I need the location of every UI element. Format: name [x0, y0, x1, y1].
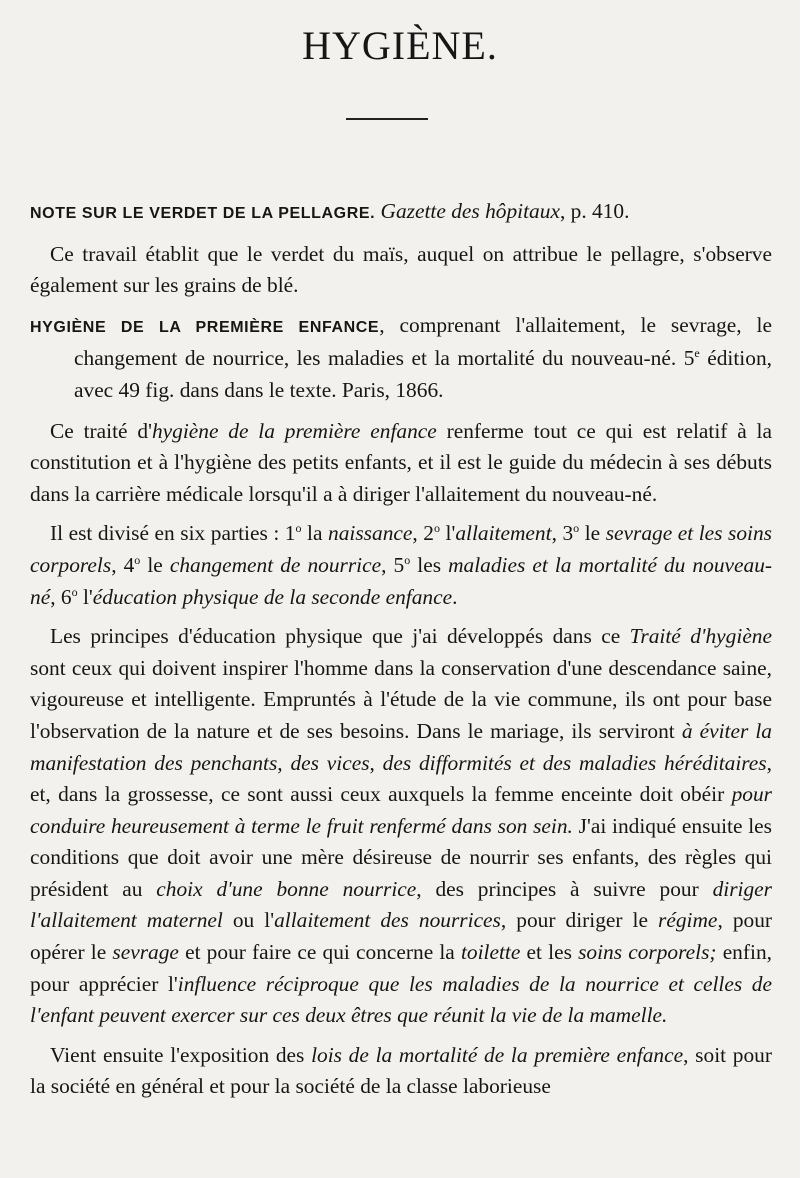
italic-run: sevrage et les soins corporels	[30, 521, 773, 577]
ordinal-superscript: o	[134, 552, 141, 567]
text-run: l'	[439, 521, 456, 546]
italic-run: soins corporels;	[578, 940, 717, 965]
italic-run: hygiène de la première enfance	[151, 418, 437, 443]
text-run: sont ceux qui doivent inspirer l'homme dans la conservation d'une descendance saine, vigoureuse et intelligente. Empruntés à l'étude de la vie commune, ils ont pour base l'observation de la nature et de ses besoins. Dans le mariage, ils serviront	[30, 655, 772, 743]
text-run: la	[301, 521, 329, 546]
italic-run: allaitement	[455, 521, 552, 546]
italic-run: influence réciproque que les maladies de la nourrice et celles de l'enfant peuvent exercer sur ces deux êtres que réunit la vie de la mamelle.	[30, 971, 772, 1028]
entry-source: Gazette des hôpitaux	[380, 199, 560, 223]
text-column	[30, 196, 772, 1111]
text-run: , soit pour la société en général et pour la société de la classe laborieuse	[30, 1042, 772, 1099]
text-run: , 5	[381, 552, 405, 577]
text-run: renferme tout ce qui est relatif à la constitution et à l'hygiène des petits enfants, et il est le guide du médecin à ses débuts dans la carrière médicale lorsqu'il a à diriger l'allaitement du nouveau-né.	[30, 418, 772, 506]
italic-run: sevrage	[112, 940, 179, 965]
text-run: Vient ensuite l'exposition des	[50, 1042, 312, 1067]
italic-run: éducation physique de la seconde enfance	[92, 584, 453, 609]
entry-hygiene-enfance	[30, 310, 772, 407]
italic-run: naissance	[328, 521, 413, 546]
page-title: HYGIÈNE.	[302, 23, 498, 68]
paragraph-2	[30, 518, 772, 613]
text-run: , 3	[551, 521, 574, 546]
text-run: le	[140, 552, 170, 577]
edition-superscript: e	[694, 346, 700, 361]
text-run: les	[410, 552, 449, 577]
text-run: et pour faire ce qui concerne la	[178, 940, 461, 965]
title-rule	[346, 118, 428, 120]
italic-run: diriger l'allaitement maternel	[30, 876, 772, 933]
text-run: ,	[277, 750, 291, 775]
italic-run: maladies et la mortalité du nouveau-né	[30, 552, 773, 609]
text-run: ,	[369, 750, 383, 775]
entry-heading: HYGIÈNE DE LA PREMIÈRE ENFANCE	[30, 318, 380, 336]
italic-run: lois de la mortalité de la première enfance	[311, 1042, 684, 1067]
text-run: enfin, pour apprécier l'	[30, 940, 772, 996]
paragraph-1	[30, 416, 772, 511]
text-run: , des principes à suivre pour	[416, 876, 713, 901]
text-run: et les	[520, 940, 579, 965]
text-run: , 4	[111, 552, 135, 577]
entry-page-ref: , p. 410.	[559, 199, 630, 223]
paragraph-4	[30, 1040, 772, 1103]
text-run: ou l'	[222, 908, 275, 933]
italic-run: Traité d'hygiène	[629, 624, 773, 649]
text-run: J'ai indiqué ensuite les conditions que doit avoir une mère désireuse de nourrir ses enfants, des règles qui président au	[30, 813, 772, 901]
ordinal-superscript: o	[71, 584, 78, 599]
paragraph-3	[30, 621, 772, 1032]
italic-run: à éviter la manifestation des penchants	[30, 718, 772, 775]
text-run: , et, dans la grossesse, ce sont aussi ceux auxquels la femme enceinte doit obéir	[30, 750, 772, 807]
entry-description-cont: édition, avec 49 fig. dans dans le texte. Paris, 1866.	[74, 346, 772, 402]
text-run: Il est divisé en six parties : 1	[50, 521, 296, 546]
entry-summary: Ce travail établit que le verdet du maïs, auquel on attribue le pellagre, s'observe également sur les grains de blé.	[30, 241, 772, 298]
italic-run: des vices	[290, 750, 370, 775]
italic-run: toilette	[460, 940, 521, 965]
italic-run: changement de nourrice	[169, 552, 382, 577]
ordinal-superscript: o	[404, 552, 411, 567]
text-run: , 2	[412, 521, 434, 546]
italic-run: choix d'une bonne nourrice	[156, 876, 417, 901]
ordinal-superscript: o	[433, 521, 440, 536]
text-run: , pour diriger le	[500, 908, 659, 933]
text-run: le	[579, 521, 606, 546]
text-run: Les principes d'éducation physique que j'ai développés dans ce	[50, 624, 630, 649]
text-run: , 6	[50, 584, 72, 609]
entry-heading: NOTE SUR LE VERDET DE LA PELLAGRE.	[30, 205, 376, 222]
text-run: Ce traité d'	[50, 418, 152, 443]
entry-pellagre	[30, 196, 772, 230]
italic-run: pour conduire heureusement à terme le fruit renfermé dans son sein.	[30, 782, 772, 838]
text-run: l'	[77, 584, 93, 609]
entry-description: , comprenant l'allaitement, le sevrage, le changement de nourrice, les maladies et la mortalité du nouveau-né. 5	[74, 312, 772, 371]
ordinal-superscript: o	[295, 521, 302, 536]
text-run: .	[452, 584, 458, 609]
text-run: , pour opérer le	[30, 908, 773, 965]
italic-run: régime	[658, 908, 718, 933]
italic-run: des difformités et des maladies héréditaires	[382, 750, 767, 775]
ordinal-superscript: o	[573, 521, 580, 536]
italic-run: allaitement des nourrices	[274, 908, 501, 933]
